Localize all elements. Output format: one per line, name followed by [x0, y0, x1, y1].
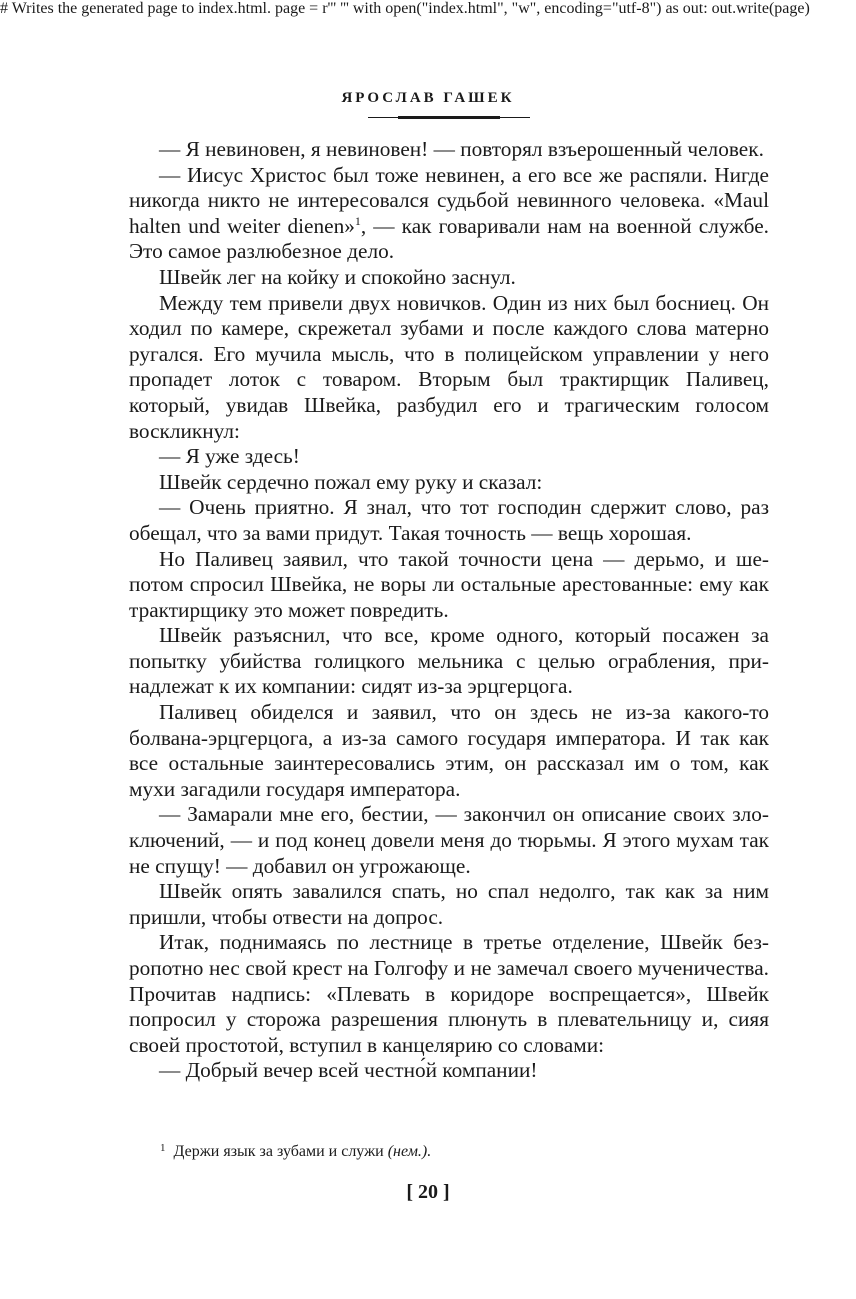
paragraph: Между тем привели двух новичков. Один из них был босниец. Он ходил по камере, скрежетал зубами и после каждого слова матерно ругался. Его мучила мысль, что в полицейском управлении у него пропадет лоток с товаром. Вторым был трактирщик Паливец, который, увидав Швейка, разбудил его и трагическим голосом воскликнул:: [129, 290, 769, 443]
paragraph: — Я невиновен, я невиновен! — повторял взъерошенный человек.: [159, 137, 764, 161]
footnote-text: Держи язык за зубами и служи: [173, 1143, 384, 1160]
footnote-language-note: (нем.).: [387, 1143, 432, 1160]
paragraph: — Замарали мне его, бестии, — закончил он описание своих злоключений, — и под конец довели меня до тюрьмы. Я этого мухам так не спущу! — добавил он угрожающе.: [129, 802, 769, 878]
paragraph: — Добрый вечер всей честно́й компании!: [159, 1058, 538, 1083]
paragraph: Итак, поднимаясь по лестнице в третье отделение, Швейк безропотно нес свой крест на Голгофу и не замечал своего мученичества. Прочитав надпись: «Плевать в коридоре воспрещается», Швейк попросил у сторожа разрешения плюнуть в плевательницу и, сияя своей простотой, вступил в канцелярию со словами:: [129, 930, 769, 1057]
paragraph-text: — Иисус Христос был тоже невинен, а его все же распяли. Нигде никогда никто не интересовался судьбой невинного человека. «Maul halten und weiter dienen»: [129, 162, 769, 238]
running-head: ЯРОСЛАВ ГАШЕК: [341, 90, 515, 106]
paragraph: Швейк опять завалился спать, но спал недолго, так как за ним пришли, чтобы отвести на допрос.: [129, 879, 769, 929]
paragraph-with-footnote: [129, 163, 769, 265]
paragraph-text-continued: , — как говаривали нам на военной службе. Это самое разлюбезное дело.: [129, 213, 769, 264]
body-text: [129, 137, 769, 1084]
paragraph: — Я уже здесь!: [159, 444, 300, 469]
footnote-ref: 1: [354, 213, 361, 228]
paragraph: Паливец обиделся и заявил, что он здесь не из-за какого-то болвана-эрцгерцога, а из-за самого государя императора. И так как все остальные заинтересовались этим, он рассказал им о том, как мухи загадили государя императора.: [129, 700, 769, 801]
paragraph: — Очень приятно. Я знал, что тот господин сдержит слово, раз обещал, что за вами придут. Такая точность — вещь хорошая.: [129, 495, 769, 545]
paragraph: Швейк лег на койку и спокойно заснул.: [159, 264, 516, 289]
footnote: [160, 1138, 760, 1162]
footnote-mark: 1: [160, 1142, 166, 1154]
paragraph: Швейк разъяснил, что все, кроме одного, который посажен за попытку убийства голицкого мельника с целью ограбления, принадлежат к их компании: сидят из-за эрцгерцога.: [129, 623, 769, 699]
paragraph: Но Паливец заявил, что такой точности цена — дерьмо, и шепотом спросил Швейка, не воры ли остальные арестованные: ему как трактирщику это может повредить.: [129, 546, 769, 622]
paragraph: Швейк сердечно пожал ему руку и сказал:: [159, 469, 543, 494]
page-number: [ 20 ]: [406, 1181, 450, 1203]
running-head-rule-bold: [398, 116, 500, 119]
